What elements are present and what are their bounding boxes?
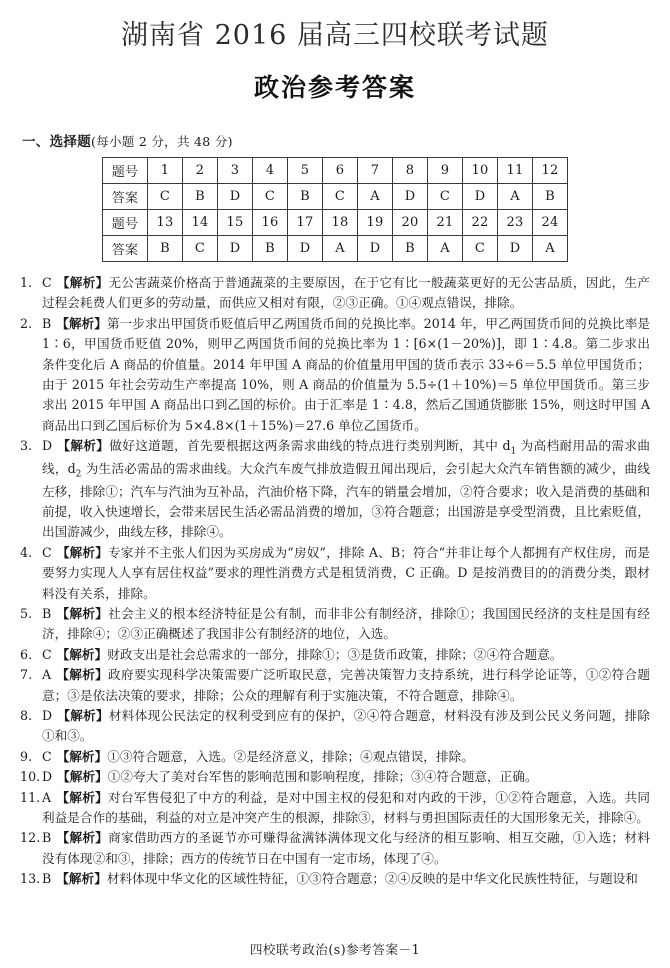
table-cell: D	[358, 236, 393, 262]
table-cell: 5	[288, 158, 323, 184]
table-cell: 17	[288, 210, 323, 236]
table-cell: 12	[533, 158, 568, 184]
explanation-answer-letter: B	[42, 315, 57, 331]
analysis-tag: 【解析】	[57, 769, 108, 785]
explanation-text: 专家并不主张人们因为买房成为“房奴”，排除 A、B；符合“并非让每个人都拥有产权住房，而是要努力实现人人享有居住权益”要求的理性消费方式是租赁消费，C 正确。D 是按消费目的的消费分类，跟材料没有关系，排除。	[42, 544, 651, 601]
page-footer: 四校联考政治(s)参考答案－1	[249, 942, 421, 957]
table-cell: C	[148, 184, 183, 210]
table-cell: 22	[463, 210, 498, 236]
table-cell: A	[498, 184, 533, 210]
explanation-text: 对台军售侵犯了中方的利益，是对中国主权的侵犯和对内政的干涉，①②符合题意，入选。共同利益是合作的基础，利益的对立是冲突产生的根源，排除③，材料与勇担国际责任的大国形象无关，排除④。	[42, 789, 651, 825]
explanation-text: 社会主义的根本经济特征是公有制，而非非公有制经济，排除①；我国国民经济的支柱是国有经济，排除④；②③正确概述了我国非公有制经济的地位，入选。	[42, 606, 651, 642]
table-row-header: 答案	[103, 184, 148, 210]
explanation-answer-letter: B	[42, 871, 57, 887]
explanation-answer-letter: C	[42, 544, 57, 560]
explanation-answer-letter: D	[42, 438, 58, 454]
analysis-tag: 【解析】	[56, 667, 109, 683]
table-cell: C	[183, 236, 218, 262]
table-cell: 20	[393, 210, 428, 236]
explanation-item	[20, 788, 650, 829]
table-cell: B	[253, 236, 288, 262]
explanation-number: 11.	[20, 789, 41, 805]
explanation-text: 材料体现公民法定的权利受到应有的保护，②④符合题意，材料没有涉及到公民义务问题，排除①和③。	[42, 707, 650, 744]
explanation-item	[20, 645, 650, 665]
explanation-item	[20, 436, 650, 543]
table-cell: D	[218, 236, 253, 262]
analysis-tag: 【解析】	[56, 871, 107, 887]
analysis-tag: 【解析】	[56, 830, 109, 846]
table-cell: D	[463, 184, 498, 210]
table-cell: 10	[463, 158, 498, 184]
analysis-tag: 【解析】	[56, 606, 109, 622]
analysis-tag: 【解析】	[56, 275, 109, 290]
table-cell: B	[183, 184, 218, 210]
analysis-tag: 【解析】	[56, 789, 109, 805]
explanation-answer-letter: C	[42, 748, 57, 764]
table-cell: C	[428, 184, 463, 210]
table-row	[103, 184, 568, 210]
explanation-number: 2.	[20, 315, 33, 331]
analysis-tag: 【解析】	[56, 646, 108, 662]
analysis-tag: 【解析】	[56, 544, 109, 560]
page-title-main: 湖南省 2016 届高三四校联考试题	[121, 20, 549, 51]
explanation-number: 1.	[20, 275, 33, 290]
table-cell: A	[358, 184, 393, 210]
explanation-number: 12.	[20, 830, 41, 846]
explanation-text: 财政支出是社会总需求的一部分，排除①；③是货币政策，排除；②④符合题意。	[107, 646, 563, 662]
explanation-answer-letter: A	[42, 667, 57, 683]
table-cell: 23	[498, 210, 533, 236]
table-cell: D	[393, 184, 428, 210]
table-cell: D	[218, 184, 253, 210]
explanation-answer-letter: B	[42, 606, 57, 622]
table-cell: 4	[253, 158, 288, 184]
explanation-text: 材料体现中华文化的区域性特征，①③符合题意；②④反映的是中华文化民族性特征，与题设和	[106, 871, 638, 887]
page-title-sub: 政治参考答案	[253, 73, 416, 102]
explanation-answer-letter: A	[42, 789, 57, 805]
table-cell: 9	[428, 158, 463, 184]
explanation-text: 商家借助西方的圣诞节亦可赚得盆满钵满体现文化与经济的相互影响、相互交融，①入选；材料没有体现②和③，排除；西方的传统节日在中国有一定市场，体现了④。	[42, 830, 651, 866]
explanations-list	[20, 273, 650, 890]
explanation-number: 13.	[20, 871, 41, 887]
table-cell: 15	[218, 210, 253, 236]
answer-table-body	[103, 158, 568, 262]
explanation-item	[20, 706, 650, 747]
explanation-item	[20, 543, 650, 604]
answer-table	[102, 157, 568, 262]
table-cell: C	[463, 236, 498, 262]
explanation-number: 9.	[20, 748, 33, 764]
section-score-note: (每小题 2 分，共 48 分)	[91, 134, 233, 149]
table-cell: 13	[148, 210, 183, 236]
table-cell: 18	[323, 210, 358, 236]
table-row-header: 题号	[103, 210, 148, 236]
explanation-text: 做好这道题，首先要根据这两条需求曲线的特点进行类别判断，其中 $d_1$ 为高档耐用品的需求曲线，$d_2$ 为生活必需品的需求曲线。大众汽车废气排放造假丑闻出现后，会引起大众汽车销售额的减少，曲线左移，排除①；汽车与汽油为互补品，汽油价格下降，汽车的销量会增加，②符合要求；收入是消费的基础和前提，收入快速增长，会带来居民生活必需品消费的增加，③符合题意；出国游是享受型消费，且比索贬值，出国游减少，曲线左移，排除④。	[42, 438, 650, 540]
table-cell: 3	[218, 158, 253, 184]
explanation-item	[20, 604, 650, 645]
explanation-text: 无公害蔬菜价格高于普通蔬菜的主要原因，在于它有比一般蔬菜更好的无公害品质，因此，生产过程会耗费人们更多的劳动量，而供应又相对有限，②③正确。①④观点错误，排除。	[42, 275, 651, 311]
analysis-tag: 【解析】	[57, 707, 109, 723]
explanation-item	[20, 828, 650, 869]
table-cell: 8	[393, 158, 428, 184]
explanation-item	[20, 665, 650, 706]
table-cell: B	[533, 184, 568, 210]
analysis-tag: 【解析】	[56, 748, 108, 764]
table-cell: D	[498, 236, 533, 262]
explanation-text: ①②夸大了美对台军售的影响范围和影响程度，排除；③④符合题意，正确。	[107, 769, 538, 785]
table-row	[103, 210, 568, 236]
explanation-answer-letter: B	[42, 830, 57, 846]
table-cell: A	[323, 236, 358, 262]
section-heading	[22, 130, 652, 150]
table-row	[103, 236, 568, 262]
analysis-tag: 【解析】	[56, 315, 107, 331]
table-cell: A	[428, 236, 463, 262]
table-cell: 2	[183, 158, 218, 184]
table-cell: 21	[428, 210, 463, 236]
explanation-number: 10.	[20, 769, 41, 785]
analysis-tag: 【解析】	[57, 438, 110, 454]
explanation-number: 3.	[20, 438, 33, 454]
table-cell: 19	[358, 210, 393, 236]
explanation-item	[20, 747, 650, 767]
table-cell: B	[288, 184, 323, 210]
explanation-number: 8.	[20, 707, 33, 723]
table-cell: 6	[323, 158, 358, 184]
explanation-number: 7.	[20, 667, 33, 683]
section-label: 一、选择题	[22, 134, 91, 150]
answer-table-wrapper	[18, 157, 652, 262]
table-cell: C	[253, 184, 288, 210]
table-row-header: 题号	[103, 158, 148, 184]
explanation-text: 第一步求出甲国货币贬值后甲乙两国货币间的兑换比率。2014 年，甲乙两国货币间的兑换比率是 1∶6，甲国货币贬值 20%，则甲乙两国货币间的兑换比率为 1∶[6×(1－20%)]，即 1∶4.8。第二步求出条件变化后 A 商品的价值量。2014 年甲国 A 商品的价值量用甲国的货币表示 33÷6＝5.5 单位甲国货币；由于 2015 年社会劳动生产率提高 10%，则 A 商品的价值量为 5.5÷(1＋10%)＝5 单位甲国货币。第三步求出 2015 年甲国 A 商品出口到乙国的标价。由于汇率是 1∶4.8，然后乙国通货膨胀 15%，则这时甲国 A 商品出口到乙国后标价为 5×4.8×(1＋15%)＝27.6 单位乙国货币。	[42, 315, 651, 433]
explanation-number: 6.	[20, 646, 33, 662]
explanation-item	[20, 273, 650, 314]
explanation-answer-letter: C	[42, 646, 57, 662]
table-cell: 24	[533, 210, 568, 236]
explanation-item	[20, 767, 650, 787]
explanation-answer-letter: D	[42, 769, 58, 785]
table-cell: C	[323, 184, 358, 210]
table-cell: 1	[148, 158, 183, 184]
table-row	[103, 158, 568, 184]
table-cell: D	[288, 236, 323, 262]
explanation-answer-letter: C	[42, 275, 57, 290]
table-cell: B	[148, 236, 183, 262]
table-cell: A	[533, 236, 568, 262]
explanation-item	[20, 869, 650, 889]
explanation-item	[20, 314, 650, 436]
table-cell: 14	[183, 210, 218, 236]
explanation-text: 政府要实现科学决策需要广泛听取民意，完善决策智力支持系统，进行科学论证等，①②符合题意；③是依法决策的要求，排除；公众的理解有利于实施决策，不符合题意，排除④。	[42, 667, 651, 703]
table-cell: 7	[358, 158, 393, 184]
table-cell: 11	[498, 158, 533, 184]
explanation-number: 4.	[20, 544, 33, 560]
table-row-header: 答案	[103, 236, 148, 262]
explanation-answer-letter: D	[42, 707, 58, 723]
explanation-text: ①③符合题意，入选。②是经济意义，排除；④观点错误，排除。	[107, 748, 474, 764]
table-cell: 16	[253, 210, 288, 236]
explanation-number: 5.	[20, 606, 33, 622]
table-cell: B	[393, 236, 428, 262]
